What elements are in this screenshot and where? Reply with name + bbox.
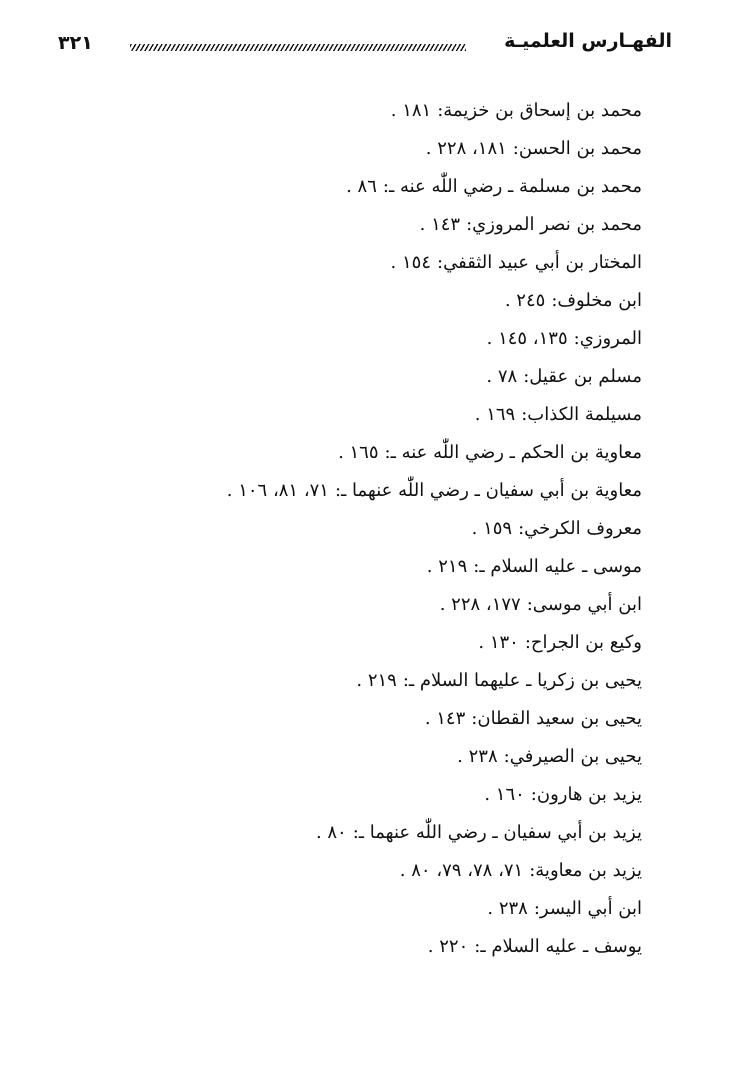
entry-page-refs: ٧٨ . — [486, 366, 518, 387]
index-entry — [82, 548, 642, 586]
entry-page-refs: ١٦٠ . — [484, 784, 525, 805]
entry-page-refs: ١٨١ . — [390, 100, 432, 121]
entry-page-refs: ١٤٣ . — [419, 214, 461, 235]
entry-name: محمد بن الحسن: — [512, 138, 642, 159]
index-entry — [82, 510, 642, 548]
entry-name: المروزي: — [573, 328, 642, 349]
entry-name: محمد بن نصر المروزي: — [466, 214, 642, 235]
index-entry — [82, 282, 642, 320]
entry-page-refs: ٧١، ٨١، ١٠٦ . — [226, 480, 329, 501]
page-header — [58, 30, 672, 60]
entry-name: يحيى بن زكريا ـ عليهما السلام ـ: — [402, 670, 642, 691]
entry-page-refs: ١٧٧، ٢٢٨ . — [439, 594, 521, 615]
running-title: الفهـارس العلميـة — [504, 30, 672, 52]
entry-name: محمد بن إسحاق بن خزيمة: — [437, 100, 642, 121]
entry-page-refs: ١٣٠ . — [478, 632, 519, 653]
index-entry — [82, 814, 642, 852]
entry-name: يزيد بن معاوية: — [529, 860, 642, 881]
entry-page-refs: ٢١٩ . — [426, 556, 468, 577]
entry-page-refs: ١٨١، ٢٢٨ . — [425, 138, 507, 159]
entry-page-refs: ٢٢٠ . — [427, 936, 469, 957]
index-entry — [82, 92, 642, 130]
index-entry — [82, 358, 642, 396]
index-entry — [82, 244, 642, 282]
index-entry — [82, 434, 642, 472]
index-entry — [82, 130, 642, 168]
entry-name: ابن أبي موسى: — [526, 594, 642, 615]
entry-page-refs: ٨٦ . — [346, 176, 377, 197]
entry-name: محمد بن مسلمة ـ رضي اللّٰه عنه ـ: — [382, 176, 642, 197]
index-entry — [82, 624, 642, 662]
entry-page-refs: ١٤٣ . — [424, 708, 466, 729]
entry-name: معروف الكرخي: — [518, 518, 642, 539]
entry-name: وكيع بن الجراح: — [524, 632, 642, 653]
entry-name: يحيى بن الصيرفي: — [503, 746, 642, 767]
index-entry — [82, 662, 642, 700]
index-list — [82, 92, 642, 966]
entry-page-refs: ١٥٤ . — [390, 252, 432, 273]
index-entry — [82, 852, 642, 890]
entry-page-refs: ٢٣٨ . — [487, 898, 528, 919]
entry-page-refs: ١٣٥، ١٤٥ . — [486, 328, 568, 349]
entry-page-refs: ١٦٥ . — [338, 442, 379, 463]
index-entry — [82, 890, 642, 928]
decorative-rule — [130, 44, 466, 51]
entry-name: مسلم بن عقيل: — [523, 366, 642, 387]
entry-page-refs: ٢١٩ . — [356, 670, 397, 691]
index-entry — [82, 700, 642, 738]
entry-page-refs: ٨٠ . — [315, 822, 347, 843]
index-entry — [82, 776, 642, 814]
entry-name: موسى ـ عليه السلام ـ: — [473, 556, 642, 577]
entry-name: يحيى بن سعيد القطان: — [471, 708, 642, 729]
entry-name: يوسف ـ عليه السلام ـ: — [474, 936, 642, 957]
entry-name: ابن مخلوف: — [551, 290, 642, 311]
index-entry — [82, 320, 642, 358]
entry-page-refs: ٢٣٨ . — [457, 746, 498, 767]
entry-name: يزيد بن هارون: — [530, 784, 642, 805]
entry-page-refs: ٢٤٥ . — [504, 290, 546, 311]
entry-name: المختار بن أبي عبيد الثقفي: — [437, 252, 642, 273]
index-entry — [82, 738, 642, 776]
index-entry — [82, 206, 642, 244]
entry-page-refs: ١٦٩ . — [474, 404, 516, 425]
index-entry — [82, 586, 642, 624]
page-number: ٣٢١ — [58, 32, 93, 54]
index-entry — [82, 396, 642, 434]
entry-name: ابن أبي اليسر: — [533, 898, 642, 919]
index-entry — [82, 472, 642, 510]
index-entry — [82, 928, 642, 966]
entry-name: يزيد بن أبي سفيان ـ رضي اللّٰه عنهما ـ: — [352, 822, 642, 843]
entry-name: معاوية بن أبي سفيان ـ رضي اللّٰه عنهما ـ: — [334, 480, 642, 501]
entry-name: مسيلمة الكذاب: — [521, 404, 642, 425]
entry-page-refs: ١٥٩ . — [471, 518, 513, 539]
entry-name: معاوية بن الحكم ـ رضي اللّٰه عنه ـ: — [384, 442, 642, 463]
entry-page-refs: ٧١، ٧٨، ٧٩، ٨٠ . — [399, 860, 524, 881]
index-entry — [82, 168, 642, 206]
